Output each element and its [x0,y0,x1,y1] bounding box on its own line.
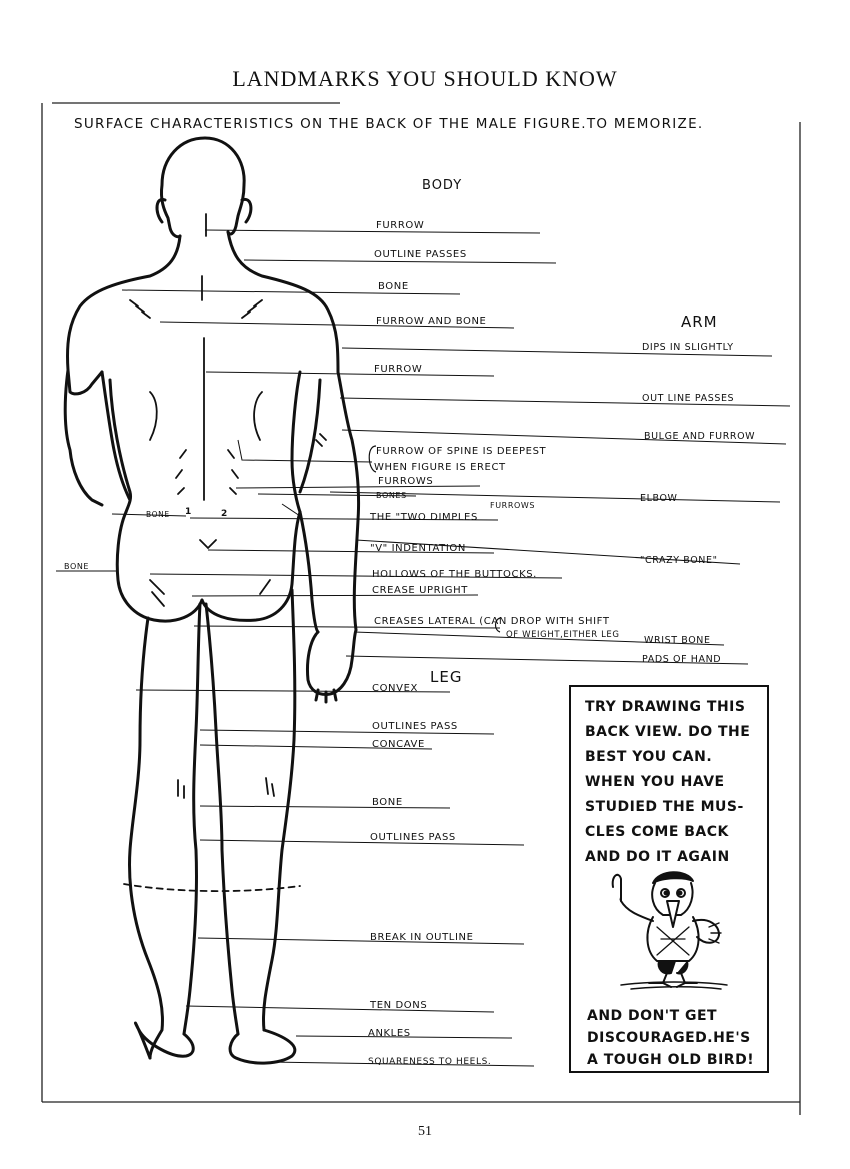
leg-label-ankles: ANKLES [368,1028,411,1039]
leg-label-bone: BONE [372,797,403,808]
leg-label-squareness: SQUARENESS TO HEELS. [368,1057,492,1067]
figure-label-dimple-1: 1 [185,507,192,517]
page-number: 51 [418,1124,432,1139]
page-title: LANDMARKS YOU SHOULD KNOW [232,66,618,91]
figure-label-dimple-2: 2 [221,509,228,519]
callout-line: BACK VIEW. DO THE [585,724,751,740]
body-label-creases-lateral: CREASES LATERAL (CAN DROP WITH SHIFT [374,616,610,627]
figure-label-bone-hip: BONE [146,510,170,519]
body-label-spine-1: FURROW OF SPINE IS DEEPEST [376,446,547,457]
callout-line: AND DO IT AGAIN [585,849,730,865]
arm-label-elbow: ELBOW [640,493,678,504]
header-body: BODY [422,178,463,193]
callout-line: STUDIED THE MUS- [585,799,744,815]
leg-label-concave: CONCAVE [372,739,425,750]
body-label-spine-2: WHEN FIGURE IS ERECT [374,462,506,473]
muscle-marks [124,214,326,891]
callout-bottom-text [571,1005,767,1071]
callout-line: BEST YOU CAN. [585,749,713,765]
body-label-bone: BONE [378,281,409,292]
arm-label-pads: PADS OF HAND [642,654,722,665]
header-leg: LEG [430,668,463,686]
callout-top-text [571,695,767,870]
header-arm: ARM [681,313,718,331]
arm-label-crazy-bone: "CRAZY BONE" [640,555,718,566]
arm-label-outline-passes: OUT LINE PASSES [642,393,735,404]
body-label-weight: OF WEIGHT,EITHER LEG [506,630,620,640]
body-label-hollows: HOLLOWS OF THE BUTTOCKS. [372,569,537,580]
body-label-furrow-neck: FURROW [376,220,425,231]
callout-line: CLES COME BACK [585,824,729,840]
callout-line: TRY DRAWING THIS [585,699,746,715]
figure-label-bone-left: BONE [64,562,90,571]
body-label-furrows-2: FURROWS [490,501,536,510]
body-label-furrows: FURROWS [378,476,434,487]
bird-illustration [601,865,741,991]
arm-label-wrist-bone: WRIST BONE [644,635,711,646]
arm-label-dips: DIPS IN SLIGHTLY [642,342,734,353]
callout-line: WHEN YOU HAVE [585,774,725,790]
subtitle: SURFACE CHARACTERISTICS ON THE BACK OF THE MALE FIGURE.TO MEMORIZE. [74,116,704,132]
body-label-v-indentation: "V" INDENTATION [370,543,466,554]
leg-label-tendons: TEN DONS [370,1000,428,1011]
body-label-furrow-and-bone: FURROW AND BONE [376,316,487,327]
body-label-crease-upright: CREASE UPRIGHT [372,585,468,596]
callout-line: AND DON'T GET [587,1008,718,1024]
callout-box [569,685,769,1073]
body-label-outline-passes: OUTLINE PASSES [374,249,467,260]
leg-label-convex: CONVEX [372,683,418,694]
leg-label-break: BREAK IN OUTLINE [370,932,474,943]
callout-line: A TOUGH OLD BIRD! [587,1052,755,1068]
body-label-furrow-back: FURROW [374,364,423,375]
body-label-two-dimples: THE "TWO DIMPLES [370,512,478,523]
callout-line: DISCOURAGED.HE'S [587,1030,751,1046]
male-back-figure [65,138,358,1063]
arm-label-bulge: BULGE AND FURROW [644,431,756,442]
body-label-bones: BONES [376,491,407,500]
leg-label-outlines-pass-1: OUTLINES PASS [372,721,458,732]
leg-label-outlines-pass-2: OUTLINES PASS [370,832,456,843]
